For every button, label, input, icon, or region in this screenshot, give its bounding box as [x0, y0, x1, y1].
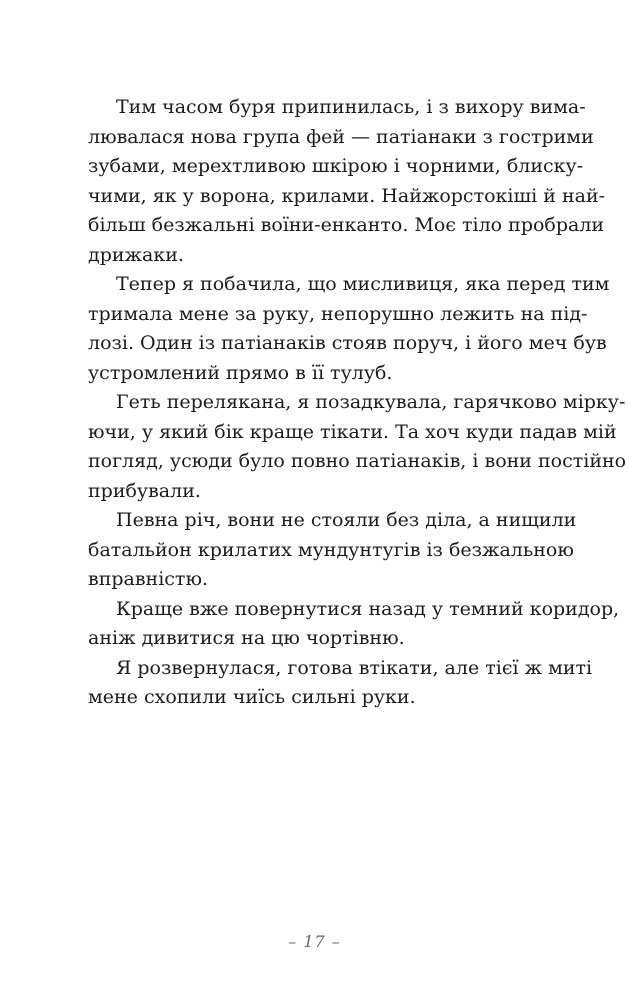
text-line: Певна річ, вони не стояли без діла, а нищили	[116, 509, 577, 531]
body-text	[88, 93, 627, 713]
page-number: – 17 –	[288, 932, 341, 951]
text-line: Я розвернулася, готова втікати, але тієї ж миті	[116, 656, 593, 679]
text-line: тримала мене за руку, непорушно лежить на під-	[88, 302, 588, 325]
paragraph	[88, 388, 627, 506]
paragraph	[88, 270, 610, 388]
text-line: погляд, усюди було повно патіанаків, і вони постійно	[88, 450, 627, 472]
text-line: ючи, у який бік краще тікати. Та хоч куди падав мій	[88, 420, 617, 443]
text-line: Тим часом буря припинилась, і з вихору вима-	[116, 96, 586, 118]
paragraph	[88, 506, 577, 595]
text-line: дрижаки.	[88, 243, 184, 266]
text-line: лювалася нова група фей — патіанаки з гострими	[88, 125, 594, 148]
text-line: більш безжальні воїни-енканто. Моє тіло пробрали	[88, 214, 605, 236]
text-line: аніж дивитися на цю чортівню.	[88, 627, 405, 649]
text-line: батальйон крилатих мундунтугів із безжальною	[88, 538, 574, 561]
text-line: лозі. Один із патіанаків стояв поруч, і його меч був	[88, 332, 607, 354]
text-line: мене схопили чиїсь сильні руки.	[88, 686, 416, 708]
paragraph	[88, 595, 620, 654]
text-line: чими, як у ворона, крилами. Найжорстокіші й най-	[88, 184, 606, 207]
paragraph	[88, 93, 606, 270]
text-line: Геть перелякана, я позадкувала, гарячково мірку-	[116, 391, 626, 413]
text-line: устромлений прямо в її тулуб.	[88, 361, 393, 384]
text-line: Тепер я побачила, що мисливиця, яка перед тим	[116, 273, 610, 295]
text-line: вправністю.	[88, 568, 209, 590]
text-line: Краще вже повернутися назад у темний коридор,	[116, 597, 620, 620]
text-line: зубами, мерехтливою шкірою і чорними, блиску-	[88, 155, 584, 177]
paragraph	[88, 654, 593, 713]
text-line: прибували.	[88, 479, 201, 502]
